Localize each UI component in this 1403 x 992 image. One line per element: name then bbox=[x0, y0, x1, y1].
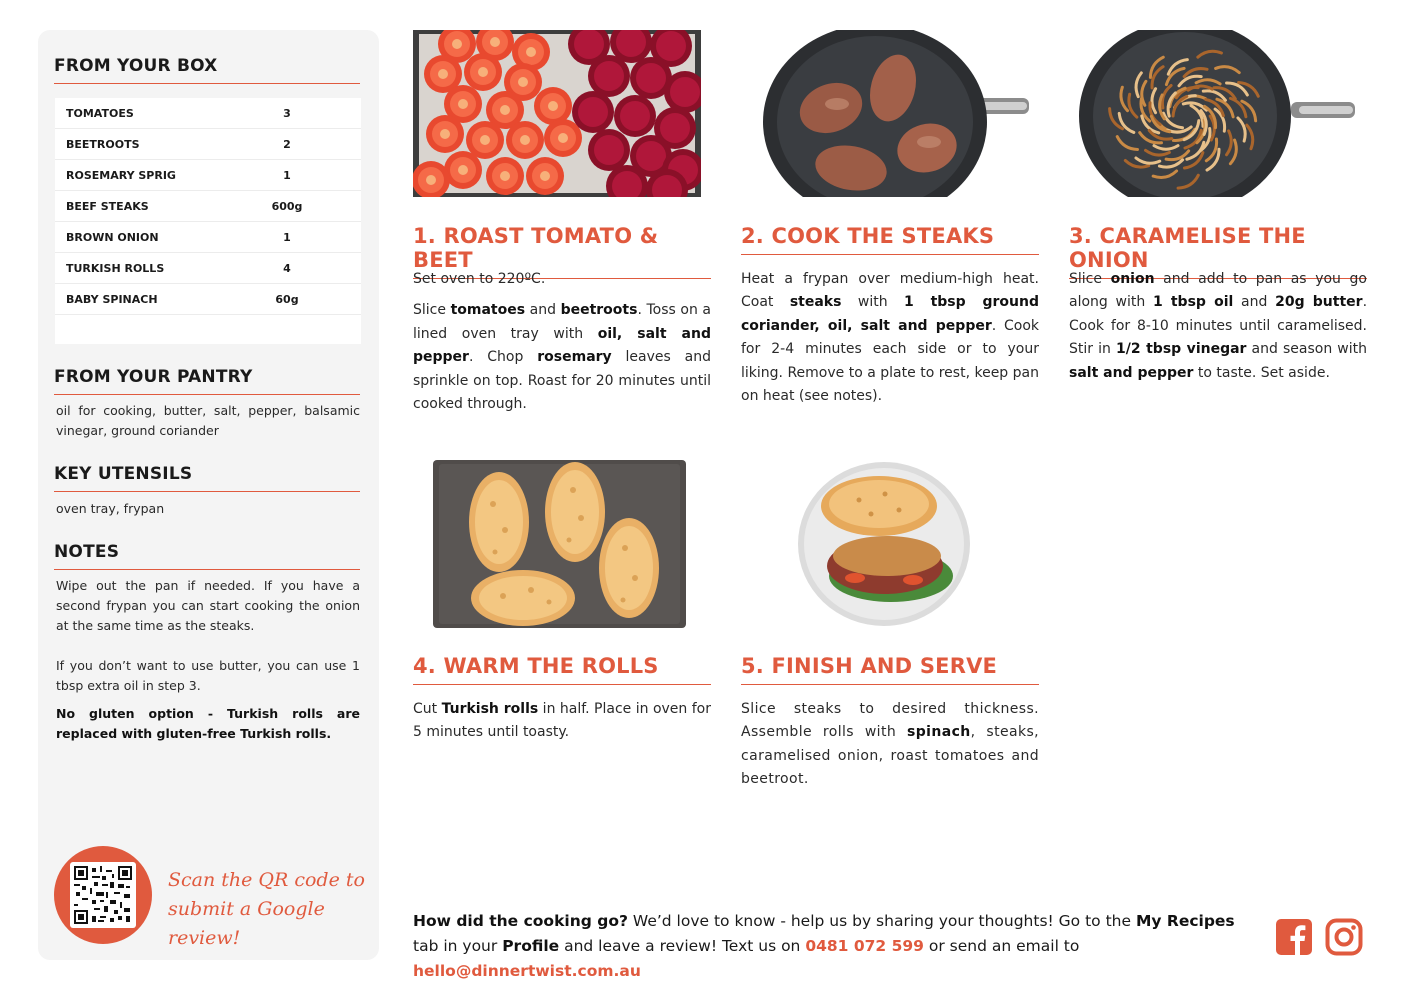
qr-badge[interactable] bbox=[54, 846, 152, 944]
footer-message bbox=[413, 909, 1263, 984]
footer-phone-link[interactable]: 0481 072 599 bbox=[805, 937, 924, 955]
step-ingredient-highlight: beetroots bbox=[560, 302, 638, 319]
step-paragraph bbox=[1069, 268, 1367, 385]
notes-text-3: No gluten option - Turkish rolls are replaced with gluten-free Turkish rolls. bbox=[56, 706, 360, 741]
photo-onion-pan bbox=[1069, 30, 1366, 197]
step-text-run: with bbox=[841, 294, 904, 311]
footer-text-1: We’d love to know - help us by sharing your thoughts! Go to the bbox=[627, 912, 1136, 930]
step-text-run: . Cook for 2-4 minutes each side or to your liking. Remove to a plate to rest, keep pan on heat (see notes). bbox=[741, 317, 1039, 405]
utensils-title: KEY UTENSILS bbox=[54, 464, 360, 492]
step-text-run: . Toss on a lined oven tray with bbox=[413, 302, 711, 342]
ingredient-name: BEEF STEAKS bbox=[66, 199, 149, 213]
step-ingredient-highlight: salt and pepper bbox=[1069, 364, 1194, 381]
qr-code-icon bbox=[74, 866, 132, 924]
ingredient-name: BABY SPINACH bbox=[66, 292, 158, 306]
sidebar bbox=[38, 30, 379, 960]
footer-question: How did the cooking go? bbox=[413, 912, 628, 930]
ingredient-name: BROWN ONION bbox=[66, 230, 159, 244]
step-text-run: and bbox=[525, 302, 561, 319]
footer-email-link[interactable]: hello@dinnertwist.com.au bbox=[413, 962, 641, 980]
photo-steaks-pan bbox=[741, 30, 1039, 197]
step-ingredient-highlight: rosemary bbox=[537, 349, 612, 366]
footer-text-4: or send an email to bbox=[923, 937, 1080, 955]
step-4-text bbox=[413, 698, 711, 753]
step-paragraph bbox=[741, 698, 1039, 792]
step-text-run: , steaks, caramelised onion, roast tomatoes and beetroot. bbox=[741, 724, 1040, 788]
step-paragraph bbox=[413, 268, 711, 291]
step-text-run: in half. Place in oven for 5 minutes until toasty. bbox=[413, 701, 711, 741]
ingredient-row bbox=[55, 191, 361, 222]
qr-code[interactable] bbox=[70, 862, 136, 928]
from-box-title: FROM YOUR BOX bbox=[54, 56, 360, 84]
ingredient-qty: 1 bbox=[283, 168, 291, 182]
pantry-title: FROM YOUR PANTRY bbox=[54, 367, 360, 395]
rolls-image bbox=[433, 460, 686, 628]
ingredient-name: BEETROOTS bbox=[66, 137, 140, 151]
step-2-text bbox=[741, 268, 1039, 416]
roast-tray-image bbox=[413, 30, 701, 197]
step-ingredient-highlight: steaks bbox=[789, 294, 842, 311]
step-text-run: and add to pan as you go along with bbox=[1069, 271, 1367, 311]
ingredient-qty: 2 bbox=[283, 137, 291, 151]
ingredient-qty: 1 bbox=[283, 230, 291, 244]
photo-rolls bbox=[433, 460, 686, 628]
step-2-title: 2. COOK THE STEAKS bbox=[741, 224, 1039, 255]
ingredient-qty: 600g bbox=[271, 199, 303, 213]
qr-caption-line-1: Scan the QR code to bbox=[168, 869, 365, 891]
step-ingredient-highlight: 1 tbsp ground coriander, oil, salt and pepper bbox=[741, 294, 1039, 334]
notes-text-2: If you don’t want to use butter, you can use 1 tbsp extra oil in step 3. bbox=[56, 658, 360, 693]
photo-roast-tray bbox=[413, 30, 701, 197]
step-ingredient-highlight: 1/2 tbsp vinegar bbox=[1115, 341, 1247, 358]
onion-pan-image bbox=[1069, 30, 1366, 197]
step-3-text bbox=[1069, 268, 1367, 393]
utensils-text: oven tray, frypan bbox=[56, 501, 165, 516]
step-ingredient-highlight: Turkish rolls bbox=[441, 701, 539, 717]
step-paragraph bbox=[741, 268, 1039, 408]
step-ingredient-highlight: 20g butter bbox=[1275, 294, 1363, 311]
qr-caption-line-2: submit a Google review! bbox=[168, 898, 325, 949]
steaks-pan-image bbox=[741, 30, 1039, 197]
qr-caption bbox=[168, 866, 368, 953]
step-text-run: leaves and sprinkle on top. Roast for 20 minutes until cooked through. bbox=[413, 349, 712, 413]
step-text-run: . Cook for 8-10 minutes until caramelised. Stir in bbox=[1069, 294, 1368, 358]
photo-burger-plate bbox=[795, 460, 973, 628]
step-text-run: Slice bbox=[413, 302, 451, 319]
ingredient-qty: 3 bbox=[283, 106, 291, 120]
step-paragraph bbox=[413, 698, 711, 745]
burger-plate-image bbox=[795, 460, 973, 628]
step-1-title: 1. ROAST TOMATO & BEET bbox=[413, 224, 711, 279]
step-text-run: Set oven to 220ºC. bbox=[413, 271, 546, 287]
pantry-text: oil for cooking, butter, salt, pepper, balsamic vinegar, ground coriander bbox=[56, 403, 360, 438]
facebook-icon[interactable] bbox=[1275, 918, 1313, 956]
step-5-text bbox=[741, 698, 1039, 800]
ingredients-table bbox=[55, 98, 361, 344]
ingredient-qty: 60g bbox=[275, 292, 299, 306]
ingredient-name: TOMATOES bbox=[66, 106, 134, 120]
ingredient-name: ROSEMARY SPRIG bbox=[66, 168, 176, 182]
step-4-title: 4. WARM THE ROLLS bbox=[413, 654, 711, 685]
instagram-icon[interactable] bbox=[1325, 918, 1363, 956]
ingredient-row bbox=[55, 129, 361, 160]
step-text-run: to taste. Set aside. bbox=[1193, 364, 1330, 381]
step-text-run: Heat a frypan over medium-high heat. Coat bbox=[741, 271, 1039, 311]
ingredient-row bbox=[55, 284, 361, 315]
notes-title: NOTES bbox=[54, 542, 360, 570]
step-text-run: Cut bbox=[413, 701, 442, 717]
footer-profile: Profile bbox=[502, 937, 560, 955]
step-5-title: 5. FINISH AND SERVE bbox=[741, 654, 1039, 685]
step-ingredient-highlight: spinach bbox=[907, 724, 971, 741]
step-text-run: Slice steaks to desired thickness. Assemble rolls with bbox=[741, 701, 1039, 741]
ingredient-row bbox=[55, 98, 361, 129]
ingredient-row bbox=[55, 160, 361, 191]
ingredient-qty: 4 bbox=[283, 261, 291, 275]
step-ingredient-highlight: onion bbox=[1110, 271, 1155, 287]
ingredient-name: TURKISH ROLLS bbox=[66, 261, 165, 275]
step-1-text bbox=[413, 268, 711, 424]
step-text-run: . Chop bbox=[468, 349, 538, 366]
ingredient-row bbox=[55, 222, 361, 253]
footer-my-recipes: My Recipes bbox=[1135, 912, 1235, 930]
footer-text-3: and leave a review! Text us on bbox=[559, 937, 806, 955]
step-3-title: 3. CARAMELISE THE ONION bbox=[1069, 224, 1367, 279]
footer-text-2: tab in your bbox=[413, 937, 503, 955]
step-ingredient-highlight: tomatoes bbox=[450, 302, 526, 319]
step-ingredient-highlight: oil, salt and pepper bbox=[413, 325, 711, 366]
step-text-run: and bbox=[1233, 294, 1276, 311]
step-text-run: and season with bbox=[1246, 341, 1367, 358]
step-ingredient-highlight: 1 tbsp oil bbox=[1152, 294, 1234, 311]
step-paragraph bbox=[413, 299, 711, 416]
notes-text-1: Wipe out the pan if needed. If you have a second frypan you can start cooking the onion at the same time as the steaks. bbox=[56, 578, 360, 633]
ingredient-row bbox=[55, 253, 361, 284]
step-text-run: Slice bbox=[1069, 271, 1111, 287]
